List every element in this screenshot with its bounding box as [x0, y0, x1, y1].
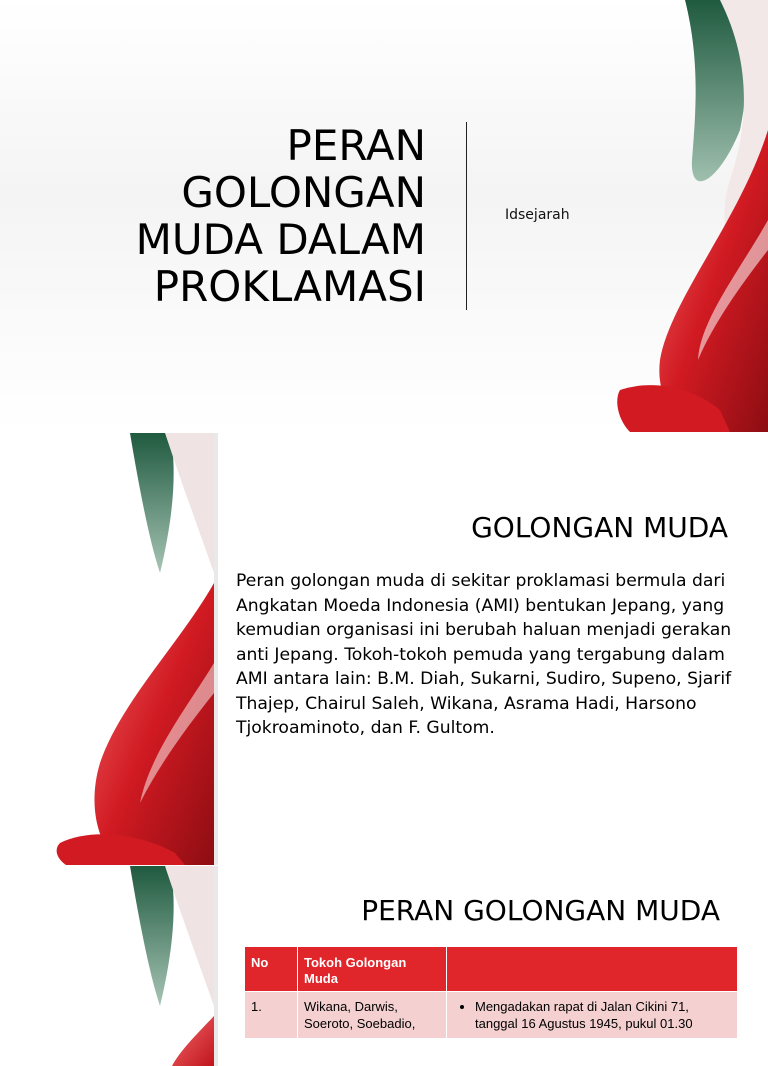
slide-title: [0, 0, 768, 432]
column-header-peran: [447, 947, 738, 992]
slide-paragraph: Peran golongan muda di sekitar proklamasi bermula dari Angkatan Moeda Indonesia (AMI) bentukan Jepang, yang kemudian organisasi ini berubah haluan menjadi gerakan anti Jepang. Tokoh-tokoh pemuda yang tergabung dalam AMI antara lain: B.M. Diah, Sukarni, Sudiro, Supeno, Sjarif Thajep, Chairul Saleh, Wikana, Asrama Hadi, Harsono Tjokroaminoto, dan F. Gultom.: [236, 571, 732, 738]
peran-list: [453, 998, 731, 1032]
title-line: GOLONGAN: [181, 168, 426, 217]
table-row: [245, 992, 738, 1039]
slide-peran-golongan-muda: [0, 866, 768, 1066]
ribbon-decoration: [0, 433, 218, 865]
slide-golongan-muda: [0, 433, 768, 865]
cell-no: 1.: [245, 992, 298, 1039]
title-line: MUDA DALAM: [135, 215, 426, 264]
presentation-subtitle: Idsejarah: [505, 207, 570, 223]
ribbon-decoration: [600, 0, 768, 432]
tokoh-table: [244, 946, 738, 1039]
list-item: • Mengadakan rapat di Jalan Cikini 71, tanggal 16 Agustus 1945, pukul 01.30: [475, 998, 731, 1032]
slide-heading: GOLONGAN MUDA: [471, 511, 728, 544]
vertical-divider: [466, 122, 467, 310]
slide-heading: PERAN GOLONGAN MUDA: [361, 894, 720, 927]
column-header-tokoh: Tokoh Golongan Muda: [298, 947, 447, 992]
table-header-row: [245, 947, 738, 992]
cell-tokoh: Wikana, Darwis, Soeroto, Soebadio,: [298, 992, 447, 1039]
column-header-no: No: [245, 947, 298, 992]
title-line: PERAN: [286, 121, 426, 170]
cell-peran: [447, 992, 738, 1039]
presentation-title: [66, 122, 426, 310]
ribbon-decoration: [0, 866, 218, 1066]
title-line: PROKLAMASI: [153, 262, 426, 311]
